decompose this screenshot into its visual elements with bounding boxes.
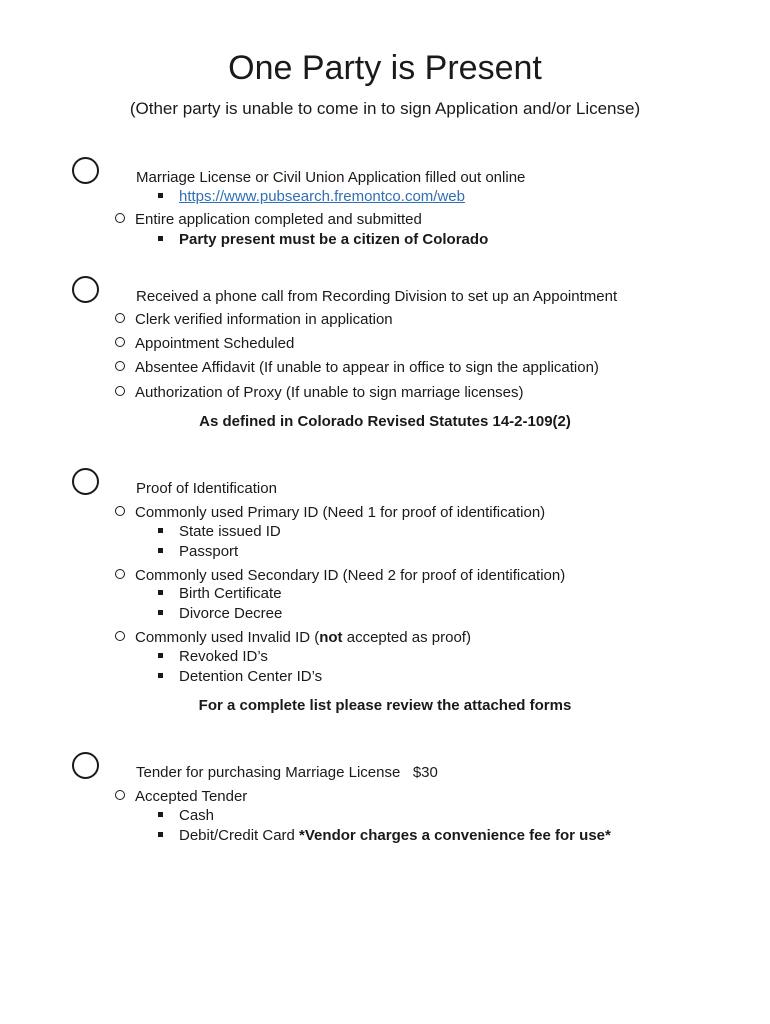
item-label: Appointment Scheduled [135, 335, 295, 352]
item-label: accepted as proof) [342, 629, 471, 646]
square-bullet-icon [158, 832, 163, 837]
item-label: Commonly used Secondary ID (Need 2 for proof of identification) [135, 567, 566, 584]
bullet-label: Detention Center ID’s [179, 668, 323, 685]
bullet-item [158, 522, 281, 542]
small-circle-icon[interactable] [115, 361, 125, 371]
small-circle-icon[interactable] [115, 386, 125, 396]
bullet-item [158, 604, 282, 624]
item-label: Authorization of Proxy (If unable to sign marriage licenses) [135, 384, 524, 401]
square-bullet-icon [158, 673, 163, 678]
bullet-label: Revoked ID’s [179, 648, 268, 665]
square-bullet-icon [158, 812, 163, 817]
checklist-item [115, 628, 471, 648]
bullet-label: State issued ID [179, 523, 281, 540]
checklist-circle-1-icon[interactable] [72, 157, 99, 184]
bullet-item [158, 230, 488, 250]
section2-lead: Received a phone call from Recording Division to set up an Appointment [136, 288, 618, 305]
square-bullet-icon [158, 610, 163, 615]
attached-forms-note: For a complete list please review the attached forms [198, 697, 572, 714]
checklist-item [115, 787, 247, 807]
small-circle-icon[interactable] [115, 506, 125, 516]
bullet-label: Divorce Decree [179, 605, 283, 622]
bullet-item [158, 584, 282, 604]
bullet-label: Passport [179, 543, 239, 560]
item-emphasis: not [319, 629, 343, 646]
page-subtitle: (Other party is unable to come in to sign Application and/or License) [129, 99, 641, 118]
license-price: $30 [412, 764, 438, 781]
checklist-circle-4-icon[interactable] [72, 752, 99, 779]
small-circle-icon[interactable] [115, 631, 125, 641]
item-label: Commonly used Invalid ID ( [135, 629, 320, 646]
tender-label: Tender for purchasing Marriage License [136, 764, 401, 781]
checklist-item [115, 566, 565, 586]
checklist-item [115, 334, 294, 354]
bullet-item [158, 647, 268, 667]
small-circle-icon[interactable] [115, 569, 125, 579]
statute-note: As defined in Colorado Revised Statutes 14-2-109(2) [199, 413, 571, 430]
checklist-item [115, 383, 524, 403]
square-bullet-icon [158, 236, 163, 241]
bullet-label: Debit/Credit Card [179, 827, 300, 844]
fee-warning: *Vendor charges a convenience fee for use* [299, 827, 611, 844]
bullet-label: Cash [179, 807, 215, 824]
small-circle-icon[interactable] [115, 313, 125, 323]
bullet-item [158, 806, 214, 826]
item-label: Accepted Tender [135, 788, 248, 805]
section1-lead: Marriage License or Civil Union Application filled out online [136, 169, 526, 186]
small-circle-icon[interactable] [115, 213, 125, 223]
square-bullet-icon [158, 528, 163, 533]
checklist-circle-3-icon[interactable] [72, 468, 99, 495]
bullet-item [158, 826, 611, 846]
bullet-label: Party present must be a citizen of Colorado [179, 231, 489, 248]
item-label: Absentee Affidavit (If unable to appear in office to sign the application) [135, 359, 599, 376]
checklist-item [115, 503, 545, 523]
bullet-item [158, 187, 465, 207]
checklist-circle-2-icon[interactable] [72, 276, 99, 303]
item-label: Clerk verified information in application [135, 311, 393, 328]
checklist-item [115, 310, 393, 330]
small-circle-icon[interactable] [115, 790, 125, 800]
item-label: Commonly used Primary ID (Need 1 for proof of identification) [135, 504, 546, 521]
checklist-item [115, 210, 422, 230]
small-circle-icon[interactable] [115, 337, 125, 347]
page-title: One Party is Present [228, 49, 542, 87]
section4-lead [136, 763, 438, 783]
section3-lead: Proof of Identification [136, 480, 277, 497]
item-label: Entire application completed and submitted [135, 211, 422, 228]
square-bullet-icon [158, 193, 163, 198]
bullet-item [158, 667, 322, 687]
square-bullet-icon [158, 548, 163, 553]
checklist-item [115, 358, 599, 378]
bullet-label: Birth Certificate [179, 585, 282, 602]
square-bullet-icon [158, 653, 163, 658]
pubsearch-link[interactable]: https://www.pubsearch.fremontco.com/web [179, 188, 465, 205]
bullet-item [158, 542, 238, 562]
square-bullet-icon [158, 590, 163, 595]
